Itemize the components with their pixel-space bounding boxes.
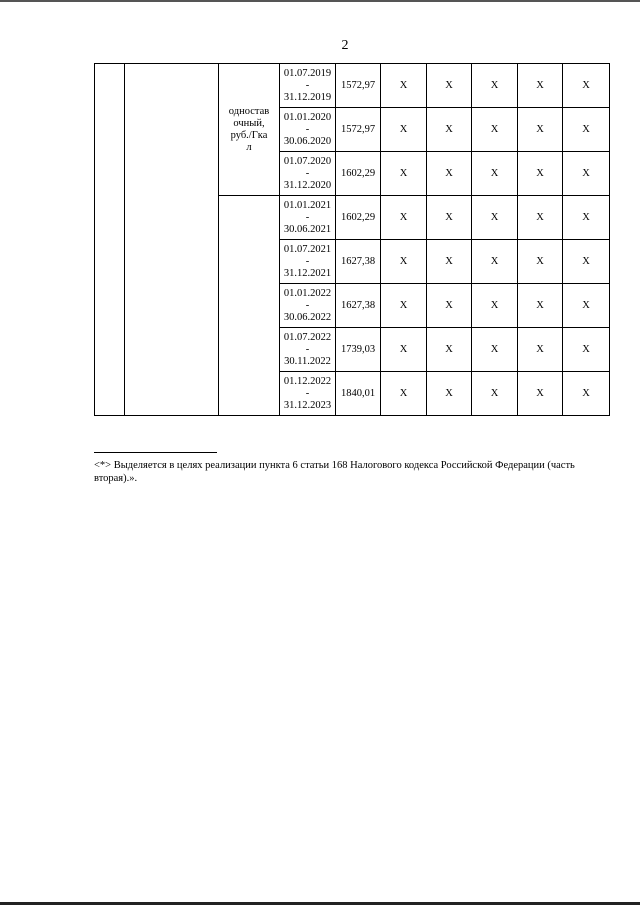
mark-cell: X	[472, 64, 518, 108]
period-date-to: 31.12.2023	[283, 399, 332, 411]
mark-cell: X	[427, 64, 472, 108]
mark-cell: X	[518, 240, 563, 284]
mark-cell: X	[427, 372, 472, 416]
mark-cell: X	[563, 284, 610, 328]
period-separator: -	[305, 211, 310, 223]
mark-cell: X	[381, 284, 427, 328]
empty-number-cell	[95, 64, 125, 416]
tariff-value-cell: 1840,01	[336, 372, 381, 416]
mark-cell: X	[518, 284, 563, 328]
period-date-from: 01.01.2022	[283, 287, 332, 299]
period-separator: -	[305, 123, 310, 135]
period-date-to: 30.06.2020	[283, 135, 332, 147]
mark-cell: X	[427, 196, 472, 240]
mark-cell: X	[381, 240, 427, 284]
mark-cell: X	[518, 64, 563, 108]
mark-cell: X	[518, 196, 563, 240]
period-cell	[280, 108, 336, 152]
mark-cell: X	[563, 64, 610, 108]
period-date-from: 01.01.2021	[283, 199, 332, 211]
period-date-from: 01.07.2019	[283, 67, 332, 79]
period-date-from: 01.07.2021	[283, 243, 332, 255]
mark-cell: X	[427, 284, 472, 328]
unit-label-line: руб./Гка	[230, 129, 268, 141]
period-cell	[280, 152, 336, 196]
period-date-from: 01.07.2022	[283, 331, 332, 343]
period-cell	[280, 240, 336, 284]
period-separator: -	[305, 255, 310, 267]
empty-name-cell	[125, 64, 219, 416]
mark-cell: X	[427, 328, 472, 372]
unit-label-line: одностав	[228, 105, 270, 117]
period-separator: -	[305, 387, 310, 399]
period-cell	[280, 372, 336, 416]
mark-cell: X	[563, 328, 610, 372]
mark-cell: X	[381, 372, 427, 416]
tariff-value-cell: 1602,29	[336, 196, 381, 240]
mark-cell: X	[563, 240, 610, 284]
tariff-value-cell: 1627,38	[336, 240, 381, 284]
period-date-from: 01.12.2022	[283, 375, 332, 387]
mark-cell: X	[381, 196, 427, 240]
mark-cell: X	[472, 108, 518, 152]
tariff-table	[94, 63, 610, 416]
table-body	[95, 64, 610, 416]
period-cell	[280, 64, 336, 108]
footnote-text: <*> Выделяется в целях реализации пункта 6 статьи 168 Налогового кодекса Российской Федерации (часть вторая).».	[94, 460, 575, 484]
mark-cell: X	[427, 152, 472, 196]
tariff-value-cell: 1739,03	[336, 328, 381, 372]
period-separator: -	[305, 299, 310, 311]
tariff-value-cell: 1572,97	[336, 64, 381, 108]
mark-cell: X	[472, 372, 518, 416]
mark-cell: X	[381, 108, 427, 152]
period-date-from: 01.01.2020	[283, 111, 332, 123]
period-separator: -	[305, 343, 310, 355]
tariff-value-cell: 1627,38	[336, 284, 381, 328]
period-date-to: 31.12.2021	[283, 267, 332, 279]
unit-label-line: очный,	[233, 117, 265, 129]
mark-cell: X	[381, 328, 427, 372]
period-date-to: 30.11.2022	[284, 355, 331, 367]
mark-cell: X	[563, 108, 610, 152]
period-cell	[280, 284, 336, 328]
period-date-to: 30.06.2022	[283, 311, 332, 323]
mark-cell: X	[381, 152, 427, 196]
period-separator: -	[305, 167, 310, 179]
mark-cell: X	[381, 64, 427, 108]
tariff-value-cell: 1572,97	[336, 108, 381, 152]
period-date-to: 30.06.2021	[283, 223, 332, 235]
unit-cell-continuation	[219, 196, 280, 416]
mark-cell: X	[518, 108, 563, 152]
mark-cell: X	[563, 372, 610, 416]
table-row	[95, 64, 610, 108]
mark-cell: X	[563, 196, 610, 240]
mark-cell: X	[427, 240, 472, 284]
mark-cell: X	[472, 328, 518, 372]
period-cell	[280, 328, 336, 372]
mark-cell: X	[472, 284, 518, 328]
footnote-divider	[94, 452, 217, 453]
unit-cell	[219, 64, 280, 196]
period-date-to: 31.12.2020	[283, 179, 332, 191]
period-date-from: 01.07.2020	[283, 155, 332, 167]
mark-cell: X	[427, 108, 472, 152]
mark-cell: X	[518, 372, 563, 416]
period-cell	[280, 196, 336, 240]
mark-cell: X	[518, 328, 563, 372]
page-number: 2	[341, 38, 349, 53]
mark-cell: X	[518, 152, 563, 196]
tariff-value-cell: 1602,29	[336, 152, 381, 196]
mark-cell: X	[472, 240, 518, 284]
period-date-to: 31.12.2019	[283, 91, 332, 103]
period-separator: -	[305, 79, 310, 91]
mark-cell: X	[472, 152, 518, 196]
scan-edge-top	[0, 0, 640, 2]
unit-label-line: л	[246, 141, 252, 153]
mark-cell: X	[472, 196, 518, 240]
mark-cell: X	[563, 152, 610, 196]
